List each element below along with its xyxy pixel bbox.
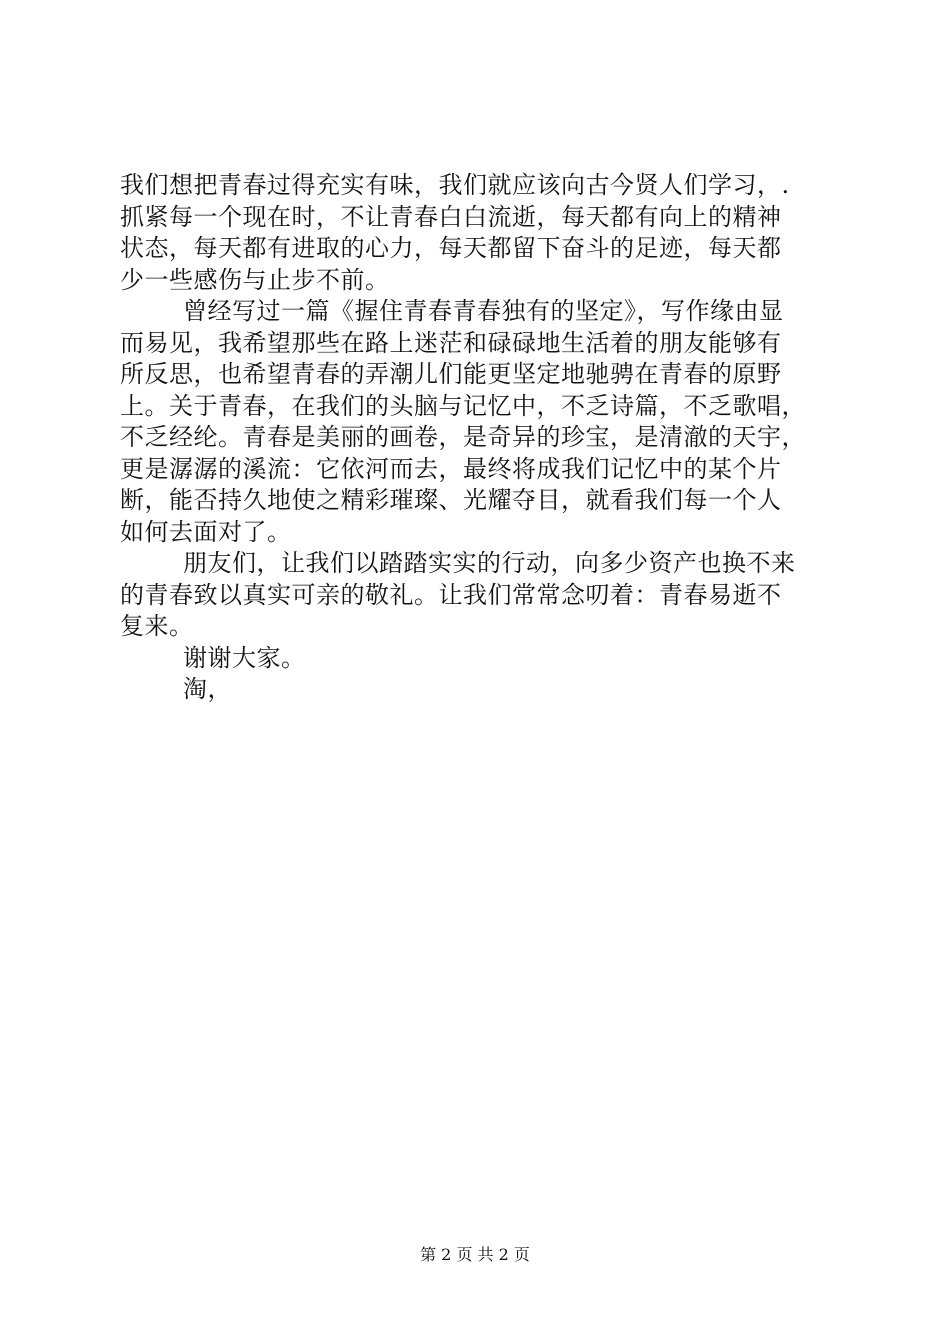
- text-line: 的青春致以真实可亲的敬礼。让我们常常念叨着：青春易逝不: [120, 580, 782, 609]
- text-line: 少一些感伤与止步不前。: [120, 265, 390, 294]
- closing-line: 淘，: [183, 675, 232, 703]
- text-line: 所反思，也希望青春的弄潮儿们能更坚定地驰骋在青春的原野: [120, 360, 782, 388]
- text-line: 断，能否持久地使之精彩璀璨、光耀夺目，就看我们每一个人: [120, 486, 782, 514]
- text-line: 如何去面对了。: [120, 517, 292, 546]
- text-line: 复来。: [120, 612, 194, 640]
- paragraph-start-line: 朋友们，让我们以踏踏实实的行动，向多少资产也换不来: [183, 549, 796, 577]
- paragraph-start-line: 曾经写过一篇《握住青春青春独有的坚定》，写作缘由显: [183, 297, 784, 325]
- text-line: 更是潺潺的溪流：它依河而去，最终将成我们记忆中的某个片: [120, 454, 782, 483]
- text-line: 抓紧每一个现在时，不让青春白白流逝，每天都有向上的精神: [120, 202, 782, 231]
- body-text: [120, 170, 840, 706]
- text-line: 我们想把青春过得充实有味，我们就应该向古今贤人们学习，.: [120, 171, 790, 199]
- text-line: 而易见，我希望那些在路上迷茫和碌碌地生活着的朋友能够有: [120, 328, 782, 357]
- text-line: 上。关于青春，在我们的头脑与记忆中，不乏诗篇，不乏歌唱，: [120, 391, 806, 420]
- text-line: 状态，每天都有进取的心力，每天都留下奋斗的足迹，每天都: [120, 234, 782, 262]
- page-footer: 第 2 页 共 2 页: [420, 1245, 530, 1264]
- thanks-line: 谢谢大家。: [183, 643, 306, 672]
- text-line: 不乏经纶。青春是美丽的画卷，是奇异的珍宝，是清澈的天宇，: [120, 423, 806, 451]
